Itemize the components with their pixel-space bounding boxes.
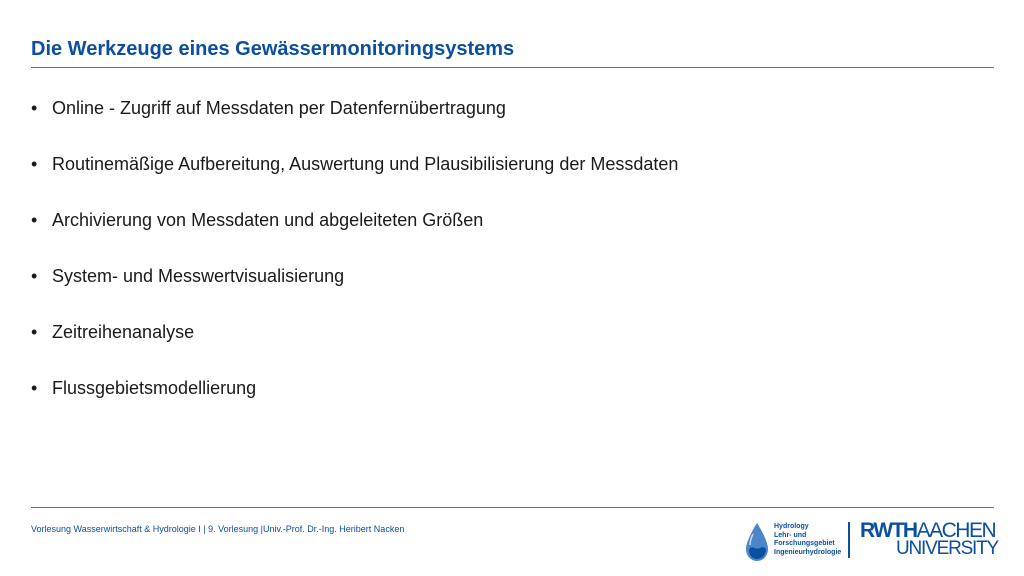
rwth-logo-aachen: AACHEN [916,519,996,542]
bullet-item [31,98,678,154]
bullet-marker: • [31,98,38,118]
bullet-marker: • [31,322,38,342]
bullet-marker: • [31,210,38,230]
bullet-text: System- und Messwertvisualisierung [52,266,345,286]
bullet-text: Flussgebietsmodellierung [52,378,257,398]
slide-title: Die Werkzeuge eines Gewässermonitoringsystems [31,38,515,60]
bullet-item [31,154,678,210]
bullet-marker: • [31,154,38,174]
footer-text: Vorlesung Wasserwirtschaft & Hydrologie I | 9. Vorlesung |Univ.-Prof. Dr.-Ing. Heribert Nacken [31,524,405,534]
bullet-item [31,266,678,322]
bullet-item [31,210,678,266]
hydrology-logo-text [774,523,841,557]
bullet-text: Routinemäßige Aufbereitung, Auswertung und Plausibilisierung der Messdaten [52,154,679,174]
rwth-logo-university: UNIVERSITY [896,538,999,559]
title-divider [31,67,994,68]
bullet-item [31,322,678,378]
bullet-marker: • [31,266,38,286]
hydrology-logo-line: Lehr- und [774,531,807,539]
rwth-logo [860,519,999,560]
logo-separator [848,522,850,558]
bullet-text: Online - Zugriff auf Messdaten per Datenfernübertragung [52,98,506,118]
footer-divider [31,507,994,508]
bullet-item [31,378,678,434]
hydrology-logo-line: Forschungsgebiet [774,540,835,547]
bullet-marker: • [31,378,38,398]
water-drop-icon [744,522,770,562]
hydrology-logo-line: Hydrology [774,523,809,530]
bullet-text: Archivierung von Messdaten und abgeleiteten Größen [52,210,484,230]
hydrology-logo [744,520,844,562]
bullet-list [31,98,678,434]
bullet-text: Zeitreihenanalyse [52,322,195,342]
hydrology-logo-line: Ingenieurhydrologie [774,548,842,556]
rwth-logo-rwth: RWTH [860,519,917,542]
